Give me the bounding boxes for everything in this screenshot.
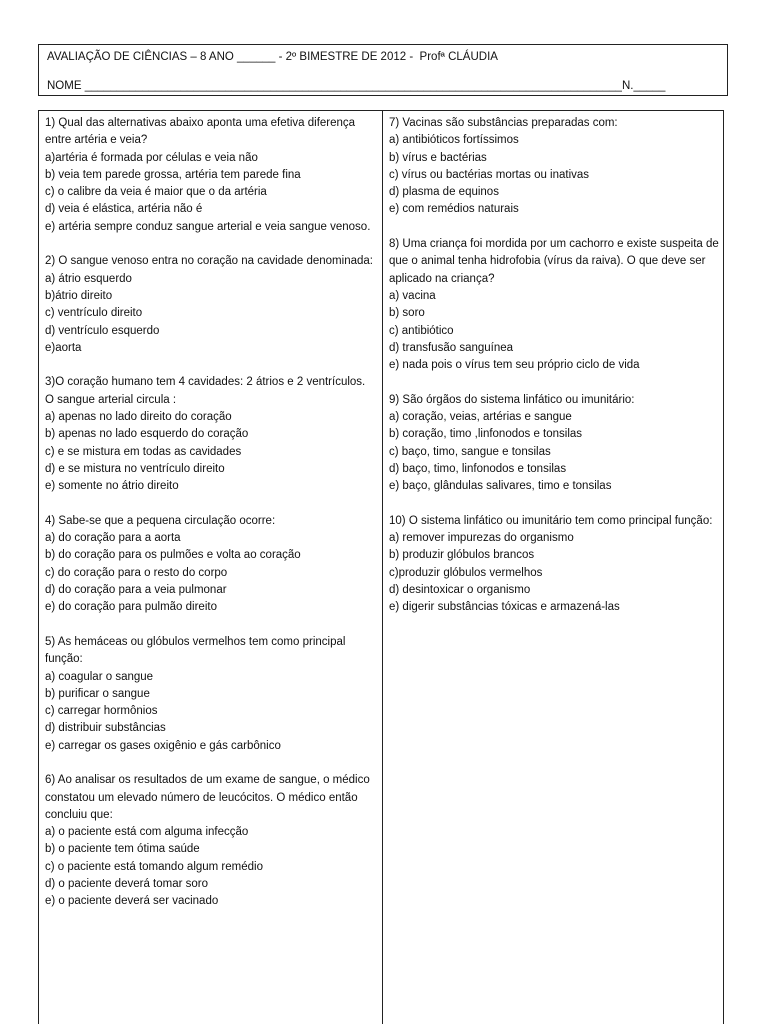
answer-option: d) veia é elástica, artéria não é (45, 203, 203, 216)
answer-option: a) átrio esquerdo (45, 272, 132, 285)
question-text: 4) Sabe-se que a pequena circulação ocorre: (45, 514, 276, 527)
answer-option: d) ventrículo esquerdo (45, 324, 160, 337)
question-block (45, 634, 375, 755)
question-text: 6) Ao analisar os resultados de um exame de sangue, o médico constatou um elevado número de leucócitos. O médico então concluiu que: (45, 774, 370, 821)
question-block (45, 253, 375, 357)
answer-option: b)átrio direito (45, 289, 113, 302)
answer-option: a) coração, veias, artérias e sangue (389, 411, 572, 424)
answer-option: d) do coração para a veia pulmonar (45, 584, 227, 597)
answer-option: e) somente no átrio direito (45, 480, 179, 493)
left-column (45, 115, 375, 928)
answer-option: d) transfusão sanguínea (389, 341, 514, 354)
answer-option: b) vírus e bactérias (389, 151, 487, 164)
answer-option: b) o paciente tem ótima saúde (45, 843, 200, 856)
answer-option: c)produzir glóbulos vermelhos (389, 566, 543, 579)
answer-option: a) remover impurezas do organismo (389, 532, 574, 545)
answer-option: b) apenas no lado esquerdo do coração (45, 428, 249, 441)
answer-option: e) digerir substâncias tóxicas e armazená-las (389, 601, 620, 614)
question-block (389, 392, 719, 496)
answer-option: d) plasma de equinos (389, 186, 499, 199)
answer-option: c) vírus ou bactérias mortas ou inativas (389, 168, 590, 181)
answer-option: b) do coração para os pulmões e volta ao coração (45, 549, 301, 562)
question-text: 5) As hemáceas ou glóbulos vermelhos tem como principal função: (45, 635, 346, 666)
answer-option: c) o calibre da veia é maior que o da artéria (45, 186, 267, 199)
answer-option: e) o paciente deverá ser vacinado (45, 895, 219, 908)
answer-option: a) vacina (389, 289, 436, 302)
question-text: 9) São órgãos do sistema linfático ou imunitário: (389, 393, 635, 406)
question-text: 7) Vacinas são substâncias preparadas com: (389, 117, 618, 129)
question-block (45, 772, 375, 910)
answer-option: a)artéria é formada por células e veia não (45, 151, 258, 164)
question-block (389, 513, 719, 617)
answer-option: c) baço, timo, sangue e tonsilas (389, 445, 551, 458)
answer-option: c) antibiótico (389, 324, 454, 337)
answer-option: d) o paciente deverá tomar soro (45, 878, 209, 891)
exam-title: AVALIAÇÃO DE CIÊNCIAS – 8 ANO ______ - 2º BIMESTRE DE 2012 - Profª CLÁUDIA (47, 51, 498, 63)
question-text: 3)O coração humano tem 4 cavidades: 2 átrios e 2 ventrículos. O sangue arterial circula : (45, 376, 366, 406)
answer-option: a) do coração para a aorta (45, 532, 181, 545)
question-block (45, 513, 375, 617)
answer-option: e) artéria sempre conduz sangue arterial e veia sangue venoso. (45, 220, 371, 233)
question-block (389, 236, 719, 374)
answer-option: c) o paciente está tomando algum remédio (45, 860, 263, 873)
answer-option: d) desintoxicar o organismo (389, 584, 531, 597)
answer-option: c) do coração para o resto do corpo (45, 566, 228, 579)
answer-option: a) coagular o sangue (45, 670, 154, 683)
answer-option: c) ventrículo direito (45, 307, 143, 320)
question-text: 1) Qual das alternativas abaixo aponta uma efetiva diferença entre artéria e veia? (45, 117, 356, 147)
answer-option: e) com remédios naturais (389, 203, 519, 216)
answer-option: a) o paciente está com alguma infecção (45, 826, 249, 839)
right-column (389, 115, 719, 634)
answer-option: e) baço, glândulas salivares, timo e tonsilas (389, 480, 612, 493)
question-block (45, 374, 375, 495)
answer-option: d) e se mistura no ventrículo direito (45, 462, 225, 475)
answer-option: b) coração, timo ,linfonodos e tonsilas (389, 428, 583, 441)
answer-option: e)aorta (45, 341, 82, 354)
question-text: 8) Uma criança foi mordida por um cachorro e existe suspeita de que o animal tenha hidrofobia (vírus da raiva). O que deve ser aplicado na criança? (389, 238, 719, 285)
name-number-line: NOME ____________________________________________________________________________________N._____ (47, 80, 666, 92)
column-divider (382, 111, 383, 1024)
answer-option: a) antibióticos fortíssimos (389, 134, 519, 147)
answer-option: b) soro (389, 307, 425, 320)
answer-option: c) carregar hormônios (45, 705, 158, 718)
exam-header (38, 44, 728, 96)
question-block (389, 115, 719, 219)
answer-option: e) carregar os gases oxigênio e gás carbônico (45, 739, 281, 752)
question-block (45, 115, 375, 236)
answer-option: d) baço, timo, linfonodos e tonsilas (389, 462, 567, 475)
answer-option: e) do coração para pulmão direito (45, 601, 217, 614)
questions-area (38, 110, 724, 1024)
answer-option: b) produzir glóbulos brancos (389, 549, 535, 562)
answer-option: c) e se mistura em todas as cavidades (45, 445, 242, 458)
answer-option: d) distribuir substâncias (45, 722, 166, 735)
answer-option: e) nada pois o vírus tem seu próprio ciclo de vida (389, 359, 640, 372)
question-text: 10) O sistema linfático ou imunitário tem como principal função: (389, 514, 713, 527)
question-text: 2) O sangue venoso entra no coração na cavidade denominada: (45, 255, 373, 268)
answer-option: b) purificar o sangue (45, 687, 150, 700)
answer-option: b) veia tem parede grossa, artéria tem parede fina (45, 168, 301, 181)
answer-option: a) apenas no lado direito do coração (45, 411, 232, 424)
